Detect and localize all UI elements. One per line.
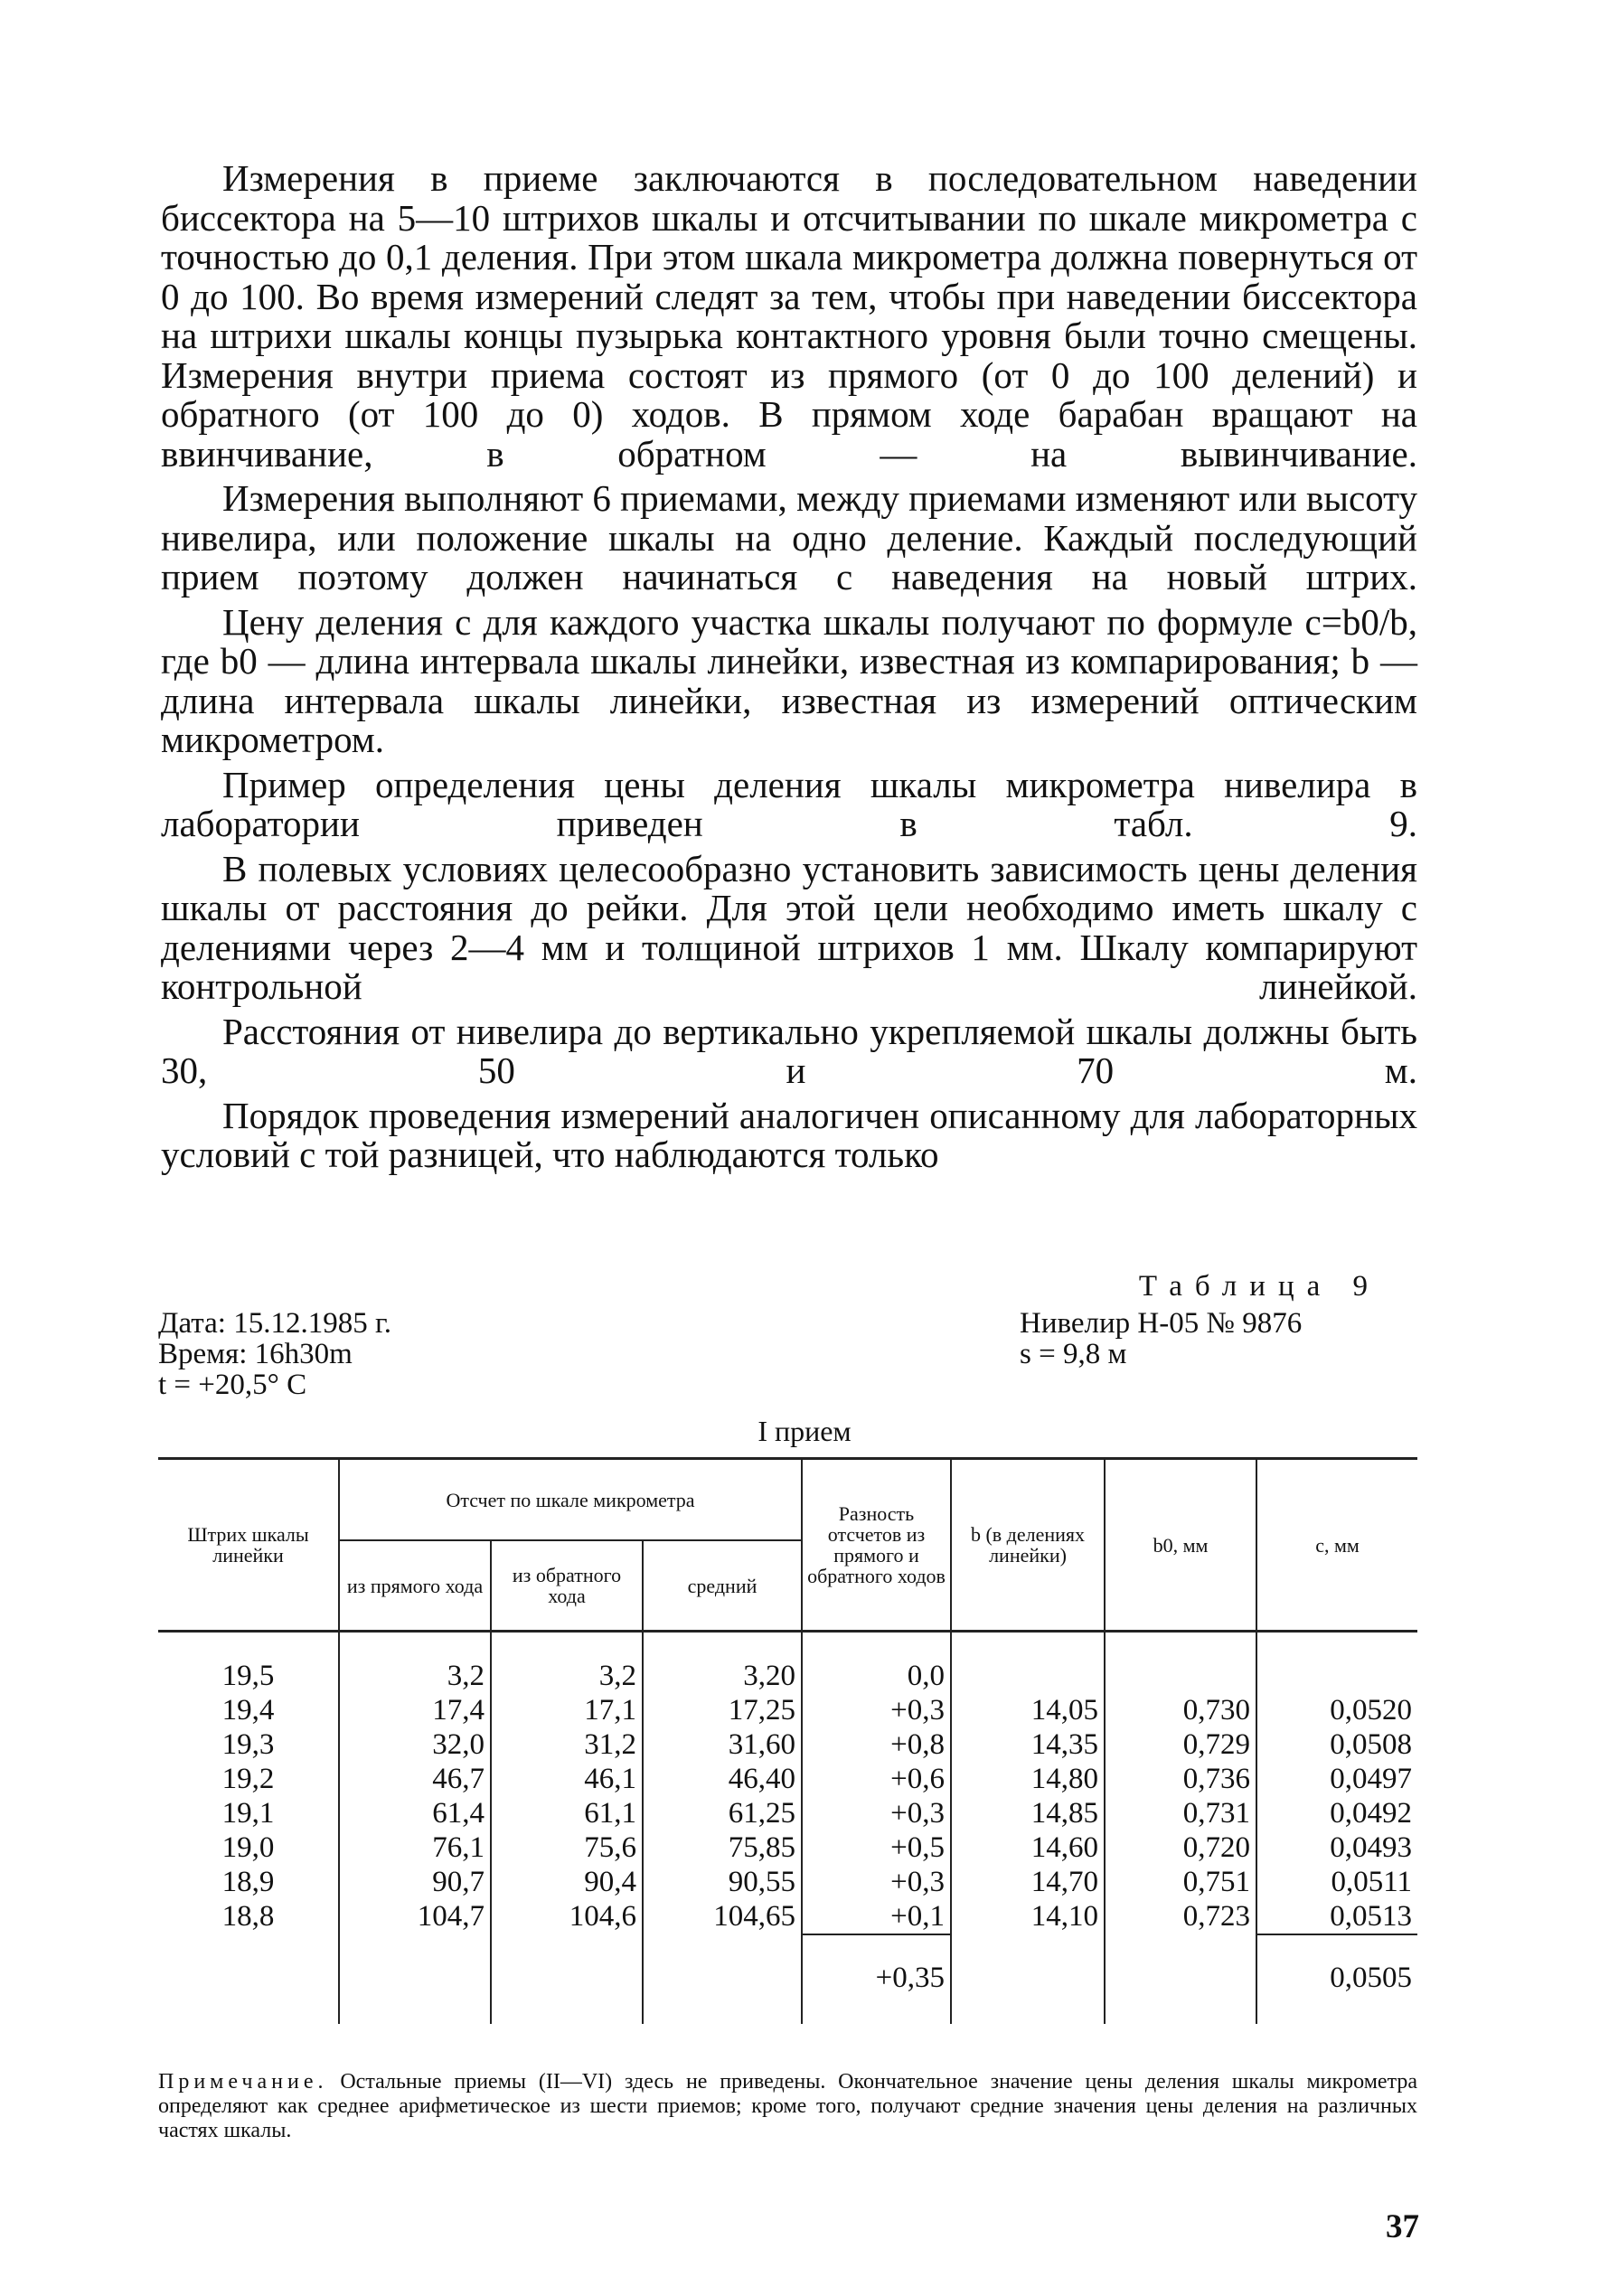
cell: 75,85 bbox=[643, 1830, 802, 1865]
cell: 17,1 bbox=[491, 1693, 643, 1727]
header-shtrikh: Штрих шкалы линейки bbox=[158, 1459, 339, 1632]
header-reverse: из обратного хода bbox=[491, 1540, 643, 1632]
cell: 0,730 bbox=[1105, 1693, 1256, 1727]
cell: 19,5 bbox=[221, 1659, 275, 1692]
cell: 19,2 bbox=[221, 1762, 275, 1795]
cell: 0,0497 bbox=[1256, 1762, 1417, 1796]
header-b0: b0, мм bbox=[1105, 1459, 1256, 1632]
cell: 90,4 bbox=[491, 1865, 643, 1899]
header-b: b (в делениях линейки) bbox=[951, 1459, 1105, 1632]
cell: 61,4 bbox=[339, 1796, 491, 1830]
cell: 3,2 bbox=[491, 1659, 643, 1693]
cell: 32,0 bbox=[339, 1727, 491, 1762]
cell: 0,720 bbox=[1105, 1830, 1256, 1865]
total-diff: +0,35 bbox=[802, 1934, 951, 2024]
cell: 0,723 bbox=[1105, 1899, 1256, 1934]
cell bbox=[1105, 1659, 1256, 1693]
cell: 0,0 bbox=[802, 1659, 951, 1693]
cell: 46,40 bbox=[643, 1762, 802, 1796]
table-row bbox=[158, 1865, 1417, 1899]
cell: 3,20 bbox=[643, 1659, 802, 1693]
cell: 19,0 bbox=[221, 1830, 275, 1864]
cell: 18,9 bbox=[221, 1865, 275, 1898]
table-row bbox=[158, 1762, 1417, 1796]
cell: 0,0520 bbox=[1256, 1693, 1417, 1727]
paragraph: Измерения в приеме заключаются в последовательном наведении биссектора на 5—10 штрихов шкалы и отсчитывании по шкале микрометра с точностью до 0,1 деления. При этом шкала микрометра должна повернуться от 0 до 100. Во время измерений следят за тем, чтобы при наведении биссектора на штрихи шкалы концы пузырька контактного уровня были точно смещены. Измерения внутри приема состоят из прямого (от 0 до 100 делений) и обратного (от 100 до 0) ходов. В прямом ходе барабан вращают на ввинчивание, в обратном — на вывинчивание. bbox=[161, 157, 1417, 475]
cell: 90,55 bbox=[643, 1865, 802, 1899]
table-row bbox=[158, 1796, 1417, 1830]
cell: +0,3 bbox=[802, 1693, 951, 1727]
cell: 19,4 bbox=[221, 1693, 275, 1727]
table-row bbox=[158, 1830, 1417, 1865]
paragraph: В полевых условиях целесообразно установить зависимость цены деления шкалы от расстояния до рейки. Для этой цели необходимо иметь шкалу с делениями через 2—4 мм и толщиной штрихов 1 мм. Шкалу компарируют контрольной линейкой. bbox=[161, 847, 1417, 1007]
table-row bbox=[158, 1727, 1417, 1762]
cell: 14,70 bbox=[951, 1865, 1105, 1899]
header-diff: Разность отсчетов из прямого и обратного ходов bbox=[802, 1459, 951, 1632]
body-text bbox=[161, 159, 1417, 1181]
cell: +0,1 bbox=[802, 1899, 951, 1934]
left-meta bbox=[158, 1308, 391, 1400]
table-row bbox=[158, 1693, 1417, 1727]
cell bbox=[1256, 1659, 1417, 1693]
cell: 0,0492 bbox=[1256, 1796, 1417, 1830]
table-title: Таблица 9 bbox=[1138, 1270, 1380, 1303]
cell: 0,736 bbox=[1105, 1762, 1256, 1796]
cell: 14,85 bbox=[951, 1796, 1105, 1830]
table-subheading: I прием bbox=[757, 1415, 852, 1447]
cell: 0,0508 bbox=[1256, 1727, 1417, 1762]
cell: 19,3 bbox=[221, 1727, 275, 1761]
cell: 104,65 bbox=[643, 1899, 802, 1934]
meta-instrument: Нивелир Н-05 № 9876 bbox=[1020, 1307, 1303, 1340]
cell: 0,0493 bbox=[1256, 1830, 1417, 1865]
paragraph: Расстояния от нивелира до вертикально укрепляемой шкалы должны быть 30, 50 и 70 м. bbox=[161, 1010, 1417, 1091]
cell: 0,729 bbox=[1105, 1727, 1256, 1762]
cell: +0,5 bbox=[802, 1830, 951, 1865]
meta-date: Дата: 15.12.1985 г. bbox=[158, 1307, 392, 1340]
table-row bbox=[158, 1899, 1417, 1934]
paragraph: Порядок проведения измерений аналогичен описанному для лабораторных условий с той разницей, что наблюдаются только bbox=[161, 1094, 1417, 1175]
measurement-table bbox=[158, 1457, 1417, 2024]
cell: 3,2 bbox=[339, 1659, 491, 1693]
cell: +0,3 bbox=[802, 1865, 951, 1899]
header-group: Отсчет по шкале микрометра bbox=[339, 1459, 802, 1541]
page-number: 37 bbox=[1386, 2208, 1419, 2245]
meta-temperature: t = +20,5° C bbox=[158, 1369, 307, 1401]
cell bbox=[951, 1659, 1105, 1693]
note-label: Примечание. bbox=[158, 2070, 328, 2094]
note-text: Остальные приемы (II—VI) здесь не приведены. Окончательное значение цены деления шкалы микрометра определяют как среднее арифметическое из шести приемов; кроме того, получают средние значения цены деления на различных частях шкалы. bbox=[158, 2070, 1418, 2142]
cell: 46,7 bbox=[339, 1762, 491, 1796]
table-note bbox=[158, 2070, 1417, 2143]
cell: 17,25 bbox=[643, 1693, 802, 1727]
cell: 18,8 bbox=[221, 1899, 275, 1933]
cell: 17,4 bbox=[339, 1693, 491, 1727]
cell: 14,10 bbox=[951, 1899, 1105, 1934]
cell: 46,1 bbox=[491, 1762, 643, 1796]
paragraph: Цену деления c для каждого участка шкалы получают по формуле c=b0/b, где b0 — длина интервала шкалы линейки, известная из компарирования; b — длина интервала шкалы линейки, известная из измерений оптическим микрометром. bbox=[161, 600, 1417, 760]
cell: 0,751 bbox=[1105, 1865, 1256, 1899]
cell: 0,731 bbox=[1105, 1796, 1256, 1830]
header-c: c, мм bbox=[1256, 1459, 1417, 1632]
totals-row bbox=[158, 1934, 1417, 2024]
table-row bbox=[158, 1659, 1417, 1693]
cell: 0,0511 bbox=[1256, 1865, 1417, 1899]
total-c: 0,0505 bbox=[1256, 1934, 1417, 2024]
cell: 0,0513 bbox=[1256, 1899, 1417, 1934]
cell: 90,7 bbox=[339, 1865, 491, 1899]
paragraph: Пример определения цены деления шкалы микрометра нивелира в лаборатории приведен в табл. 9. bbox=[161, 763, 1417, 844]
paragraph: Измерения выполняют 6 приемами, между приемами изменяют или высоту нивелира, или положение шкалы на одно деление. Каждый последующий прием поэтому должен начинаться с наведения на новый штрих. bbox=[161, 477, 1417, 598]
right-meta bbox=[1020, 1308, 1302, 1369]
cell: 104,7 bbox=[339, 1899, 491, 1934]
cell: 75,6 bbox=[491, 1830, 643, 1865]
header-direct: из прямого хода bbox=[339, 1540, 491, 1632]
cell: 14,80 bbox=[951, 1762, 1105, 1796]
cell: 61,25 bbox=[643, 1796, 802, 1830]
meta-time: Время: 16h30m bbox=[158, 1338, 353, 1370]
cell: 19,1 bbox=[221, 1796, 275, 1830]
cell: 14,05 bbox=[951, 1693, 1105, 1727]
cell: +0,6 bbox=[802, 1762, 951, 1796]
meta-distance: s = 9,8 м bbox=[1020, 1338, 1127, 1370]
header-mean: средний bbox=[643, 1540, 802, 1632]
cell: +0,8 bbox=[802, 1727, 951, 1762]
cell: 31,2 bbox=[491, 1727, 643, 1762]
cell: 31,60 bbox=[643, 1727, 802, 1762]
cell: +0,3 bbox=[802, 1796, 951, 1830]
cell: 104,6 bbox=[491, 1899, 643, 1934]
cell: 14,35 bbox=[951, 1727, 1105, 1762]
cell: 76,1 bbox=[339, 1830, 491, 1865]
cell: 14,60 bbox=[951, 1830, 1105, 1865]
cell: 61,1 bbox=[491, 1796, 643, 1830]
